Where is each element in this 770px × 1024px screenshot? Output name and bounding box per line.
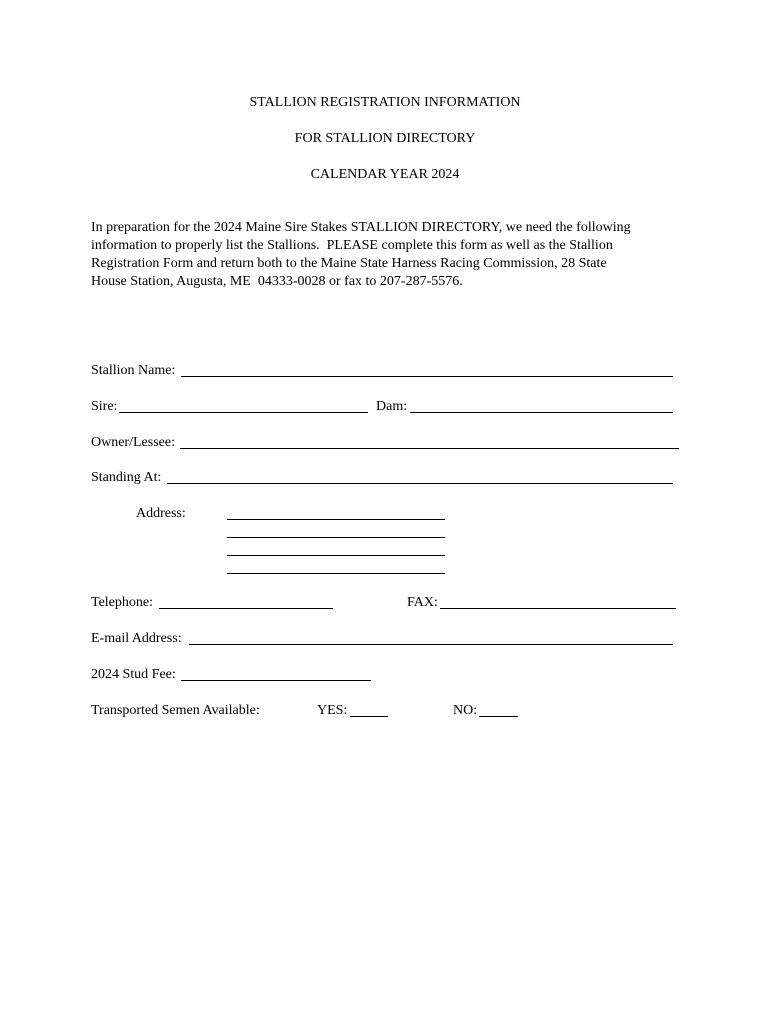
no-field[interactable] bbox=[479, 716, 518, 717]
calendar-year-heading: CALENDAR YEAR 2024 bbox=[310, 167, 460, 182]
dam-label: Dam: bbox=[376, 399, 408, 414]
stud-fee-label: 2024 Stud Fee: bbox=[91, 667, 176, 682]
sire-field[interactable] bbox=[119, 412, 368, 413]
telephone-field[interactable] bbox=[159, 608, 333, 609]
owner-lessee-field[interactable] bbox=[180, 448, 679, 449]
address-line-2-field[interactable] bbox=[227, 537, 445, 538]
dam-field[interactable] bbox=[410, 412, 673, 413]
no-label: NO: bbox=[453, 703, 478, 718]
stallion-name-label: Stallion Name: bbox=[91, 363, 176, 378]
email-address-field[interactable] bbox=[189, 644, 673, 645]
intro-line: House Station, Augusta, ME 04333-0028 or fax to 207-287-5576. bbox=[91, 274, 463, 289]
address-label: Address: bbox=[136, 506, 186, 521]
fax-field[interactable] bbox=[440, 608, 676, 609]
fax-label: FAX: bbox=[407, 595, 438, 610]
stud-fee-field[interactable] bbox=[181, 680, 371, 681]
standing-at-label: Standing At: bbox=[91, 470, 162, 485]
address-line-1-field[interactable] bbox=[227, 519, 445, 520]
standing-at-field[interactable] bbox=[167, 483, 673, 484]
intro-line: information to properly list the Stallions. PLEASE complete this form as well as the Stallion bbox=[91, 238, 613, 253]
intro-line: Registration Form and return both to the Maine State Harness Racing Commission, 28 State bbox=[91, 256, 607, 271]
stallion-name-field[interactable] bbox=[181, 376, 673, 377]
intro-paragraph bbox=[91, 219, 683, 291]
address-line-4-field[interactable] bbox=[227, 573, 445, 574]
transported-semen-label: Transported Semen Available: bbox=[91, 703, 260, 718]
form-subtitle: FOR STALLION DIRECTORY bbox=[294, 131, 476, 146]
owner-lessee-label: Owner/Lessee: bbox=[91, 435, 175, 450]
yes-field[interactable] bbox=[350, 716, 388, 717]
email-address-label: E-mail Address: bbox=[91, 631, 182, 646]
yes-label: YES: bbox=[317, 703, 348, 718]
sire-label: Sire: bbox=[91, 399, 118, 414]
address-line-3-field[interactable] bbox=[227, 555, 445, 556]
telephone-label: Telephone: bbox=[91, 595, 153, 610]
intro-line: In preparation for the 2024 Maine Sire Stakes STALLION DIRECTORY, we need the following bbox=[91, 220, 631, 235]
form-title: STALLION REGISTRATION INFORMATION bbox=[249, 95, 521, 110]
